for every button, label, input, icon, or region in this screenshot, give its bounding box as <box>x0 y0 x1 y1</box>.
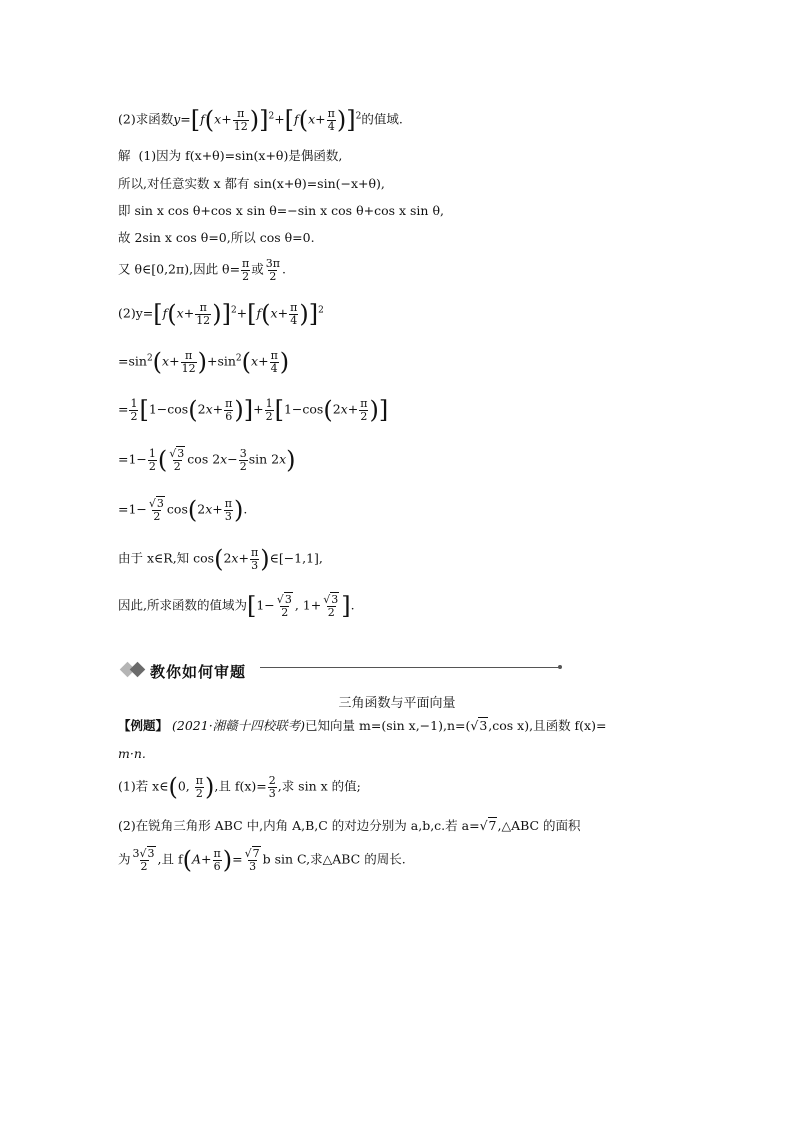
solution-text-5c: . <box>282 261 287 277</box>
section-title: 三角函数与平面向量 <box>338 695 456 710</box>
solution-text-5a: 又 θ∈[0,2π),因此 θ= <box>118 261 241 277</box>
q1-suffix: ,求 sin x 的值; <box>277 778 361 794</box>
q2-text-1b: ,△ABC 的面积 <box>497 818 581 833</box>
heading-rule-end <box>558 665 562 669</box>
part2-prefix: (2)求函数 <box>118 111 174 127</box>
domain-text-a: 由于 x∈R,知 cos <box>118 550 215 566</box>
example-line-1: 【例题】 (2021·湘赣十四校联考)已知向量 m=(sin x,−1),n=(√3,cos x),且函数 f(x)= <box>118 718 607 733</box>
solution-line-5: 又 θ∈[0,2π),因此 θ= $\frac{\pi}{2}$ 或 $\frac{3\pi}{2}$ . <box>118 257 287 283</box>
solution-p2-line-3: = $\frac{1}{2}$ [1−cos(2x+ $\frac{\pi}{6}$ )]+ $\frac{1}{2}$ [1−cos(2x+ $\frac{\pi}{2}$ )] <box>118 396 389 425</box>
q2-text-2b: ,且 f <box>157 851 183 867</box>
solution-text-4: 故 2sin x cos θ=0,所以 cos θ=0. <box>118 230 315 245</box>
solution-label: 解 <box>118 148 131 163</box>
example-q1: (1)若 x∈(0, $\frac{\pi}{2}$ ),且 f(x)= $\frac{2}{3}$ ,求 sin x 的值; <box>118 773 361 802</box>
q2-text-1a: (2)在锐角三角形 ABC 中,内角 A,B,C 的对边分别为 a,b,c.若 a= <box>118 818 480 833</box>
solution-p2-line-4: =1− $\frac{1}{2}$ ( $\frac{√3}{2}$ cos 2x− $\frac{3}{2}$ sin 2x) <box>118 446 296 475</box>
q1-mid: ,且 f(x)= <box>214 778 267 794</box>
heading-rule <box>260 667 560 668</box>
example-line-2 <box>118 748 146 761</box>
diamond-icon <box>130 662 146 678</box>
example-source: (2021·湘赣十四校联考) <box>172 718 306 733</box>
section-heading <box>118 660 678 682</box>
example-text-1a: 已知向量 m=(sin x,−1),n=( <box>305 718 471 733</box>
example-q2-line-1: (2)在锐角三角形 ABC 中,内角 A,B,C 的对边分别为 a,b,c.若 a=√7,△ABC 的面积 <box>118 818 581 833</box>
solution-p2-line-5: =1− $\frac{√3}{2}$ cos(2x+ $\frac{\pi}{3}$ ). <box>118 496 248 525</box>
q1-prefix: (1)若 x∈ <box>118 778 169 794</box>
q2-text-2d: b sin C,求△ABC 的周长. <box>262 851 406 867</box>
solution-p2-line-6: 由于 x∈R,知 cos(2x+ $\frac{\pi}{3}$ )∈[−1,1], <box>118 545 323 574</box>
solution-text-1: (1)因为 f(x+θ)=sin(x+θ)是偶函数, <box>138 148 343 163</box>
domain-text-b: ∈[−1,1], <box>269 550 323 566</box>
solution-line-3 <box>118 205 444 218</box>
solution-text-3: 即 sin x cos θ+cos x sin θ=−sin x cos θ+cos x sin θ, <box>118 203 444 218</box>
solution-line-2 <box>118 178 385 191</box>
range-text: 因此,所求函数的值域为 <box>118 597 247 613</box>
solution-line-4 <box>118 232 315 245</box>
example-text-2: m·n. <box>118 746 146 761</box>
solution-p2-line-1: (2)y=[f(x+ $\frac{\pi}{12}$ )]$^2$+[f(x+ $\frac{\pi}{4}$ )]$^2$ <box>118 300 324 329</box>
example-q2-line-2: 为 $\frac{3√3}{2}$ ,且 f(A+ $\frac{\pi}{6}$ )= $\frac{√7}{3}$ b sin C,求△ABC 的周长. <box>118 846 406 875</box>
solution-p2-line-2: $=\sin^2(x+$ $\frac{\pi}{12}$ )$+\sin^2(x+$ $\frac{\pi}{4}$ ) <box>118 348 290 377</box>
solution-text-5b: 或 <box>251 261 264 277</box>
solution-line-1 <box>118 150 342 163</box>
q2-text-2a: 为 <box>118 851 131 867</box>
section-heading-text: 教你如何审题 <box>150 664 247 681</box>
example-tag: 【例题】 <box>118 719 169 733</box>
problem-part2: (2)求函数y=[f(x+ $\frac{\pi}{12}$ )]$^2$+[f(x+ $\frac{\pi}{4}$ )]$^2$的值域. <box>118 106 403 135</box>
solution-text-2: 所以,对任意实数 x 都有 sin(x+θ)=sin(−x+θ), <box>118 176 385 191</box>
solution-p2-line-7: 因此,所求函数的值域为[1− $\frac{√3}{2}$ , 1+ $\frac{√3}{2}$ ]. <box>118 592 355 621</box>
part2-suffix: 的值域. <box>361 111 403 127</box>
example-text-1b: ,cos x),且函数 f(x)= <box>488 718 607 733</box>
solution-p2-label: (2)y= <box>118 305 154 321</box>
q2-text-2c: = <box>232 851 243 867</box>
